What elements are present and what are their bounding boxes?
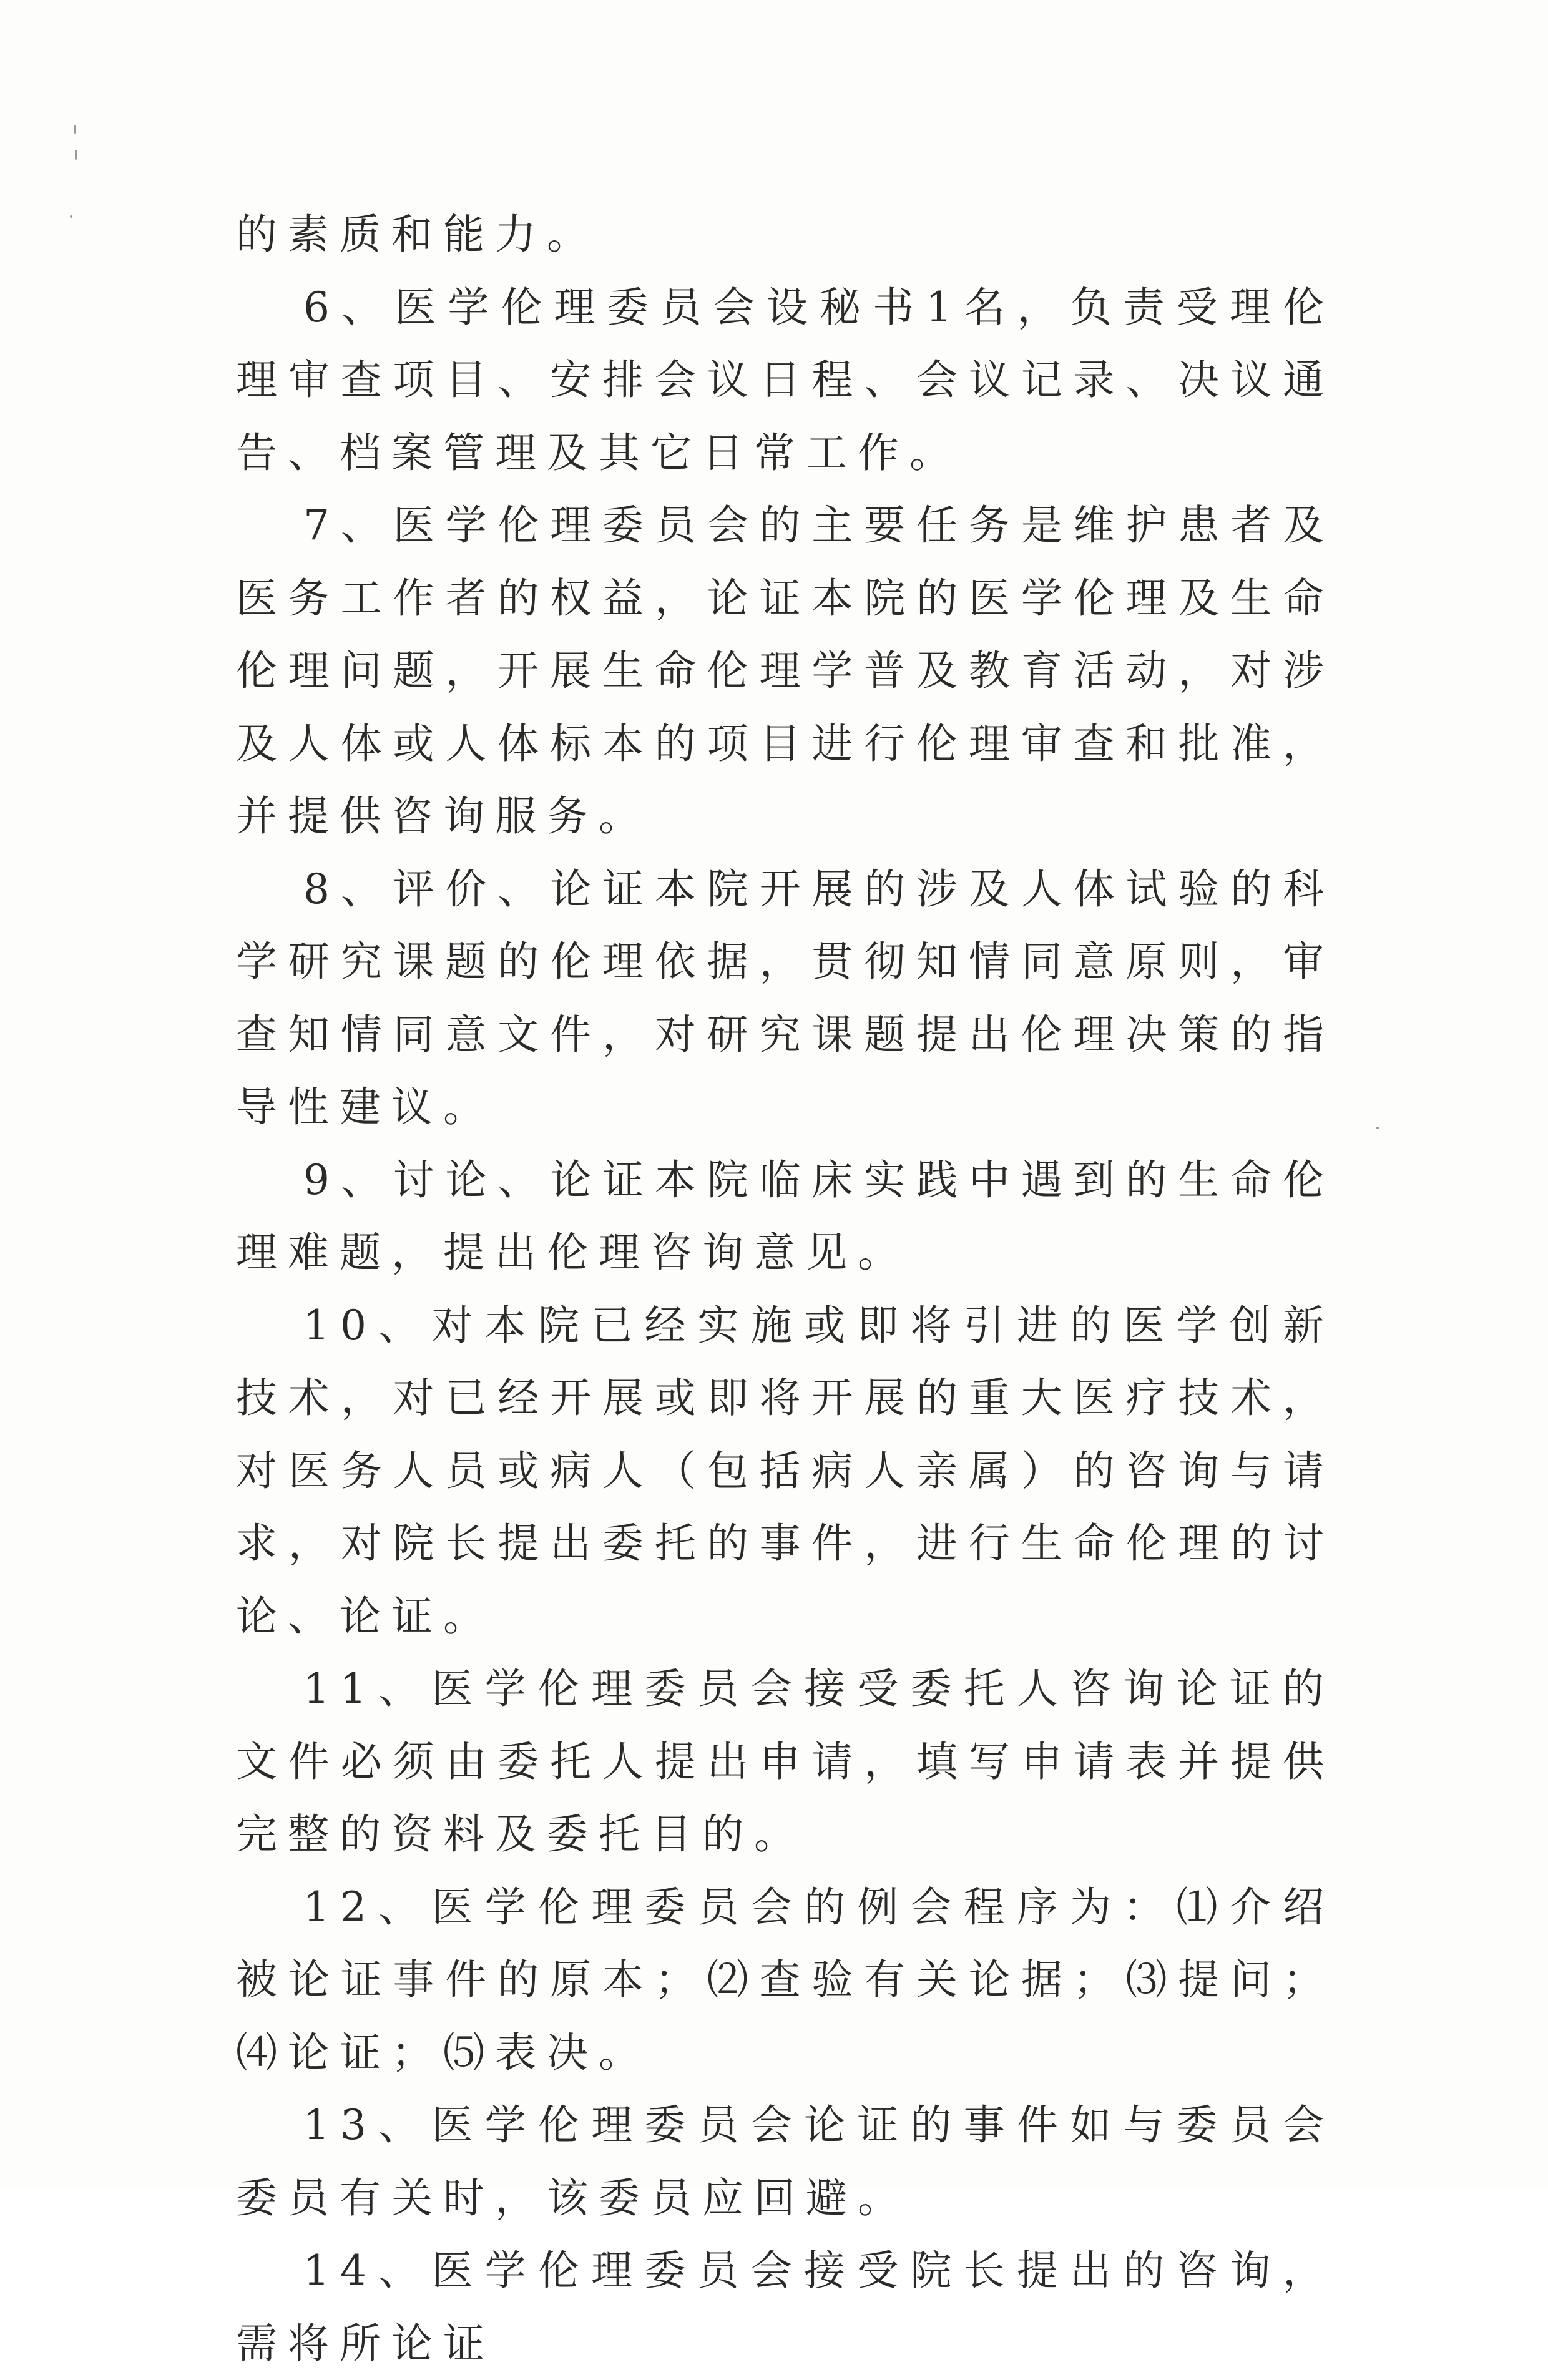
paragraph-item-9: 9、讨论、论证本院临床实践中遇到的生命伦理难题，提出伦理咨询意见。 — [236, 1155, 1335, 1276]
paragraph-item-13: 13、医学伦理委员会论证的事件如与委员会委员有关时，该委员应回避。 — [236, 2101, 1335, 2222]
paragraph-item-14: 14、医学伦理委员会接受院长提出的咨询，需将所论证 — [236, 2246, 1335, 2368]
paragraph-item-12: 12、医学伦理委员会的例会程序为：⑴介绍被论证事件的原本；⑵查验有关论据；⑶提问；⑷论证；⑸表决。 — [236, 1883, 1335, 2077]
scan-speck — [75, 150, 77, 160]
scan-speck — [74, 125, 76, 134]
scan-speck — [70, 215, 72, 218]
paragraph-item-8: 8、评价、论证本院开展的涉及人体试验的科学研究课题的伦理依据，贯彻知情同意原则，审查知情同意文件，对研究课题提出伦理决策的指导性建议。 — [236, 864, 1335, 1131]
document-body — [236, 198, 1335, 2380]
paragraph-item-10: 10、对本院已经实施或即将引进的医学创新技术，对已经开展或即将开展的重大医疗技术，对医务人员或病人（包括病人亲属）的咨询与请求，对院长提出委托的事件，进行生命伦理的讨论、论证。 — [236, 1301, 1335, 1640]
scan-speck — [1376, 1127, 1379, 1129]
paragraph-item-7: 7、医学伦理委员会的主要任务是维护患者及医务工作者的权益，论证本院的医学伦理及生命伦理问题，开展生命伦理学普及教育活动，对涉及人体或人体标本的项目进行伦理审查和批准，并提供咨询服务。 — [236, 501, 1335, 840]
paragraph-continuation: 的素质和能力。 — [236, 210, 599, 258]
paragraph-item-6: 6、医学伦理委员会设秘书1名，负责受理伦理审查项目、安排会议日程、会议记录、决议通告、档案管理及其它日常工作。 — [236, 283, 1335, 477]
paragraph-item-11: 11、医学伦理委员会接受委托人咨询论证的文件必须由委托人提出申请，填写申请表并提供完整的资料及委托目的。 — [236, 1665, 1335, 1858]
